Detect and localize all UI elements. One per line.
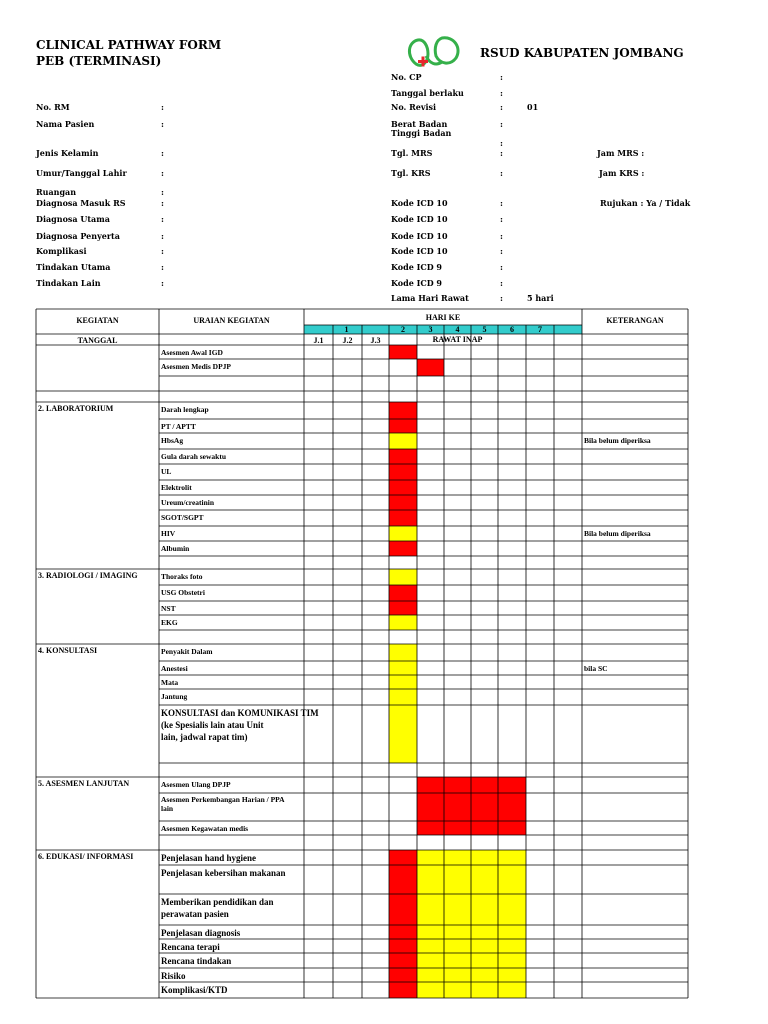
activity-label: Albumin xyxy=(161,544,190,553)
pathway-cell-fill xyxy=(471,982,498,998)
pathway-cell-fill xyxy=(498,953,526,968)
activity-label: Thoraks foto xyxy=(161,572,203,581)
field-colon: : xyxy=(161,168,164,178)
activity-label: USG Obstetri xyxy=(161,588,205,597)
form-subtitle: PEB (TERMINASI) xyxy=(36,54,162,68)
day-number: 7 xyxy=(538,325,542,334)
activity-label: NST xyxy=(161,604,176,613)
pathway-cell-fill xyxy=(389,968,417,982)
pathway-cell-fill xyxy=(389,464,417,480)
hospital-name: RSUD KABUPATEN JOMBANG xyxy=(480,46,684,60)
field-colon: : xyxy=(500,262,503,272)
field-colon: : xyxy=(500,246,503,256)
activity-label: SGOT/SGPT xyxy=(161,513,204,522)
pathway-cell-fill xyxy=(389,939,417,953)
pathway-cell-fill xyxy=(444,953,471,968)
day-number: 1 xyxy=(344,325,349,334)
pathway-cell-fill xyxy=(389,644,417,661)
field-colon: : xyxy=(500,214,503,224)
field-colon: : xyxy=(161,148,164,158)
activity-label: Penyakit Dalam xyxy=(161,647,213,656)
field-label: Ruangan xyxy=(36,187,77,197)
tanggal-label: TANGGAL xyxy=(77,336,118,345)
pathway-cell-fill xyxy=(417,968,444,982)
section-label: 4. KONSULTASI xyxy=(38,646,98,655)
field-colon: : xyxy=(500,148,503,158)
pathway-cell-fill xyxy=(389,526,417,541)
activity-label: Darah lengkap xyxy=(161,405,209,414)
pathway-cell-fill xyxy=(444,982,471,998)
pathway-cell-fill xyxy=(471,793,498,821)
activity-label: Mata xyxy=(161,678,179,687)
pathway-cell-fill xyxy=(389,585,417,601)
pathway-cell-fill xyxy=(389,661,417,675)
field-label: Kode ICD 10 xyxy=(391,198,448,208)
pathway-cell-fill xyxy=(389,865,417,894)
pathway-cell-fill xyxy=(498,793,526,821)
pathway-cell-fill xyxy=(498,865,526,894)
pathway-cell-fill xyxy=(417,850,444,865)
activity-label: UL xyxy=(161,467,172,476)
pathway-cell-fill xyxy=(417,953,444,968)
field-value: 5 hari xyxy=(527,293,554,303)
field-label: No. CP xyxy=(391,72,422,82)
pathway-cell-fill xyxy=(389,850,417,865)
field-label: Rujukan : Ya / Tidak xyxy=(600,198,691,208)
day-number: 4 xyxy=(455,325,460,334)
activity-label: Ureum/creatinin xyxy=(161,498,215,507)
field-label: Umur/Tanggal Lahir xyxy=(36,168,127,178)
pathway-cell-fill xyxy=(389,480,417,495)
pathway-cell-fill xyxy=(444,968,471,982)
activity-label: Asesmen Kegawatan medis xyxy=(161,824,249,833)
field-label: Tindakan Lain xyxy=(36,278,101,288)
keterangan-header: KETERANGAN xyxy=(606,316,664,325)
field-colon: : xyxy=(161,246,164,256)
pathway-cell-fill xyxy=(498,968,526,982)
field-colon: : xyxy=(161,262,164,272)
activity-label: Rencana tindakan xyxy=(161,956,232,966)
field-colon: : xyxy=(500,231,503,241)
shift-label: J.3 xyxy=(370,336,381,345)
hari-ke-header: HARI KE xyxy=(425,313,461,322)
field-colon: : xyxy=(500,198,503,208)
field-label: Nama Pasien xyxy=(36,119,95,129)
pathway-cell-fill xyxy=(471,894,498,925)
keterangan-note: bila SC xyxy=(584,664,608,673)
pathway-cell-fill xyxy=(389,615,417,630)
pathway-cell-fill xyxy=(444,925,471,939)
day-number: 5 xyxy=(482,325,487,334)
day-number: 2 xyxy=(401,325,405,334)
activity-label: KONSULTASI dan KOMUNIKASI TIM (ke Spesialis lain atau Unit lain, jadwal rapat tim) xyxy=(161,708,319,742)
pathway-cell-fill xyxy=(498,894,526,925)
field-label: Kode ICD 10 xyxy=(391,231,448,241)
rawat-inap-label: RAWAT INAP xyxy=(432,335,483,344)
activity-label: Gula darah sewaktu xyxy=(161,452,227,461)
activity-label: EKG xyxy=(161,618,178,627)
keterangan-note: Bila belum diperiksa xyxy=(584,529,651,538)
field-colon: : xyxy=(500,102,503,112)
pathway-cell-fill xyxy=(444,793,471,821)
pathway-cell-fill xyxy=(389,345,417,359)
pathway-cell-fill xyxy=(389,675,417,689)
pathway-cell-fill xyxy=(417,925,444,939)
activity-label: Penjelasan hand hygiene xyxy=(161,853,257,863)
section-label: 2. LABORATORIUM xyxy=(38,404,114,413)
activity-label: Komplikasi/KTD xyxy=(161,985,228,995)
field-colon: : xyxy=(161,231,164,241)
field-label: Jenis Kelamin xyxy=(36,148,99,158)
field-colon: : xyxy=(161,198,164,208)
pathway-cell-fill xyxy=(471,925,498,939)
pathway-cell-fill xyxy=(417,939,444,953)
field-colon: : xyxy=(500,278,503,288)
pathway-cell-fill xyxy=(389,982,417,998)
pathway-cell-fill xyxy=(471,953,498,968)
field-label: Jam MRS : xyxy=(597,148,645,158)
pathway-cell-fill xyxy=(498,925,526,939)
section-label: 6. EDUKASI/ INFORMASI xyxy=(38,852,134,861)
pathway-cell-fill xyxy=(417,359,444,376)
field-label: Kode ICD 10 xyxy=(391,214,448,224)
form-title: CLINICAL PATHWAY FORM xyxy=(36,38,222,52)
pathway-cell-fill xyxy=(498,982,526,998)
pathway-cell-fill xyxy=(471,850,498,865)
pathway-cell-fill xyxy=(444,777,471,793)
pathway-cell-fill xyxy=(498,821,526,835)
activity-label: Rencana terapi xyxy=(161,942,220,952)
shift-label: J.2 xyxy=(342,336,353,345)
pathway-cell-fill xyxy=(389,449,417,464)
day-number: 3 xyxy=(428,325,433,334)
activity-label: Asesmen Perkembangan Harian / PPA lain xyxy=(161,795,285,813)
pathway-cell-fill xyxy=(444,821,471,835)
pathway-cell-fill xyxy=(444,894,471,925)
activity-label: Asesmen Medis DPJP xyxy=(161,362,231,371)
pathway-cell-fill xyxy=(498,939,526,953)
pathway-cell-fill xyxy=(444,865,471,894)
shift-label: J.1 xyxy=(313,336,324,345)
field-label: No. RM xyxy=(36,102,70,112)
pathway-cell-fill xyxy=(389,433,417,449)
pathway-cell-fill xyxy=(389,953,417,968)
field-label: Jam KRS : xyxy=(599,168,645,178)
field-label: Tgl. KRS xyxy=(391,168,431,178)
activity-label: PT / APTT xyxy=(161,422,196,431)
kegiatan-header: KEGIATAN xyxy=(76,316,119,325)
pathway-cell-fill xyxy=(389,569,417,585)
pathway-cell-fill xyxy=(471,865,498,894)
field-label: Kode ICD 9 xyxy=(391,278,442,288)
pathway-cell-fill xyxy=(389,925,417,939)
pathway-cell-fill xyxy=(471,968,498,982)
activity-label: HbsAg xyxy=(161,436,184,445)
activity-label: Penjelasan kebersihan makanan xyxy=(161,868,286,878)
field-colon: : xyxy=(500,138,503,148)
field-label: Berat Badan xyxy=(391,119,448,129)
field-colon: : xyxy=(500,72,503,82)
pathway-cell-fill xyxy=(417,821,444,835)
pathway-cell-fill xyxy=(389,601,417,615)
field-label: Tinggi Badan xyxy=(391,128,452,138)
field-label: Tindakan Utama xyxy=(36,262,111,272)
activity-label: Elektrolit xyxy=(161,483,192,492)
field-colon: : xyxy=(500,119,503,129)
activity-label: Risiko xyxy=(161,971,186,981)
field-label: Tgl. MRS xyxy=(391,148,433,158)
field-colon: : xyxy=(161,278,164,288)
pathway-cell-fill xyxy=(389,705,417,763)
field-label: Diagnosa Masuk RS xyxy=(36,198,126,208)
pathway-cell-fill xyxy=(471,777,498,793)
day-number: 6 xyxy=(510,325,514,334)
pathway-cell-fill xyxy=(389,510,417,526)
pathway-cell-fill xyxy=(444,939,471,953)
pathway-cell-fill xyxy=(417,793,444,821)
field-label: Tanggal berlaku xyxy=(391,88,464,98)
pathway-cell-fill xyxy=(417,777,444,793)
field-label: Diagnosa Penyerta xyxy=(36,231,120,241)
field-colon: : xyxy=(500,168,503,178)
activity-label: HIV xyxy=(161,529,176,538)
field-label: No. Revisi xyxy=(391,102,437,112)
pathway-cell-fill xyxy=(471,939,498,953)
pathway-cell-fill xyxy=(417,865,444,894)
field-colon: : xyxy=(161,119,164,129)
field-label: Komplikasi xyxy=(36,246,87,256)
field-label: Kode ICD 9 xyxy=(391,262,442,272)
activity-label: Penjelasan diagnosis xyxy=(161,928,241,938)
field-label: Lama Hari Rawat xyxy=(391,293,469,303)
field-colon: : xyxy=(500,293,503,303)
pathway-cell-fill xyxy=(389,419,417,433)
section-label: 3. RADIOLOGI / IMAGING xyxy=(38,571,138,580)
pathway-cell-fill xyxy=(444,850,471,865)
activity-label: Asesmen Ulang DPJP xyxy=(161,780,231,789)
field-label: Kode ICD 10 xyxy=(391,246,448,256)
field-colon: : xyxy=(161,187,164,197)
activity-label: Memberikan pendidikan dan perawatan pasien xyxy=(161,897,274,919)
pathway-cell-fill xyxy=(389,495,417,510)
field-colon: : xyxy=(161,102,164,112)
activity-label: Jantung xyxy=(161,692,188,701)
section-label: 5. ASESMEN LANJUTAN xyxy=(38,779,130,788)
activity-label: Asesmen Awal IGD xyxy=(161,348,223,357)
pathway-cell-fill xyxy=(389,541,417,556)
field-colon: : xyxy=(500,88,503,98)
activity-label: Anestesi xyxy=(161,664,188,673)
pathway-cell-fill xyxy=(471,821,498,835)
pathway-cell-fill xyxy=(417,894,444,925)
pathway-cell-fill xyxy=(389,402,417,419)
uraian-header: URAIAN KEGIATAN xyxy=(193,316,270,325)
pathway-cell-fill xyxy=(417,982,444,998)
pathway-cell-fill xyxy=(389,689,417,705)
pathway-cell-fill xyxy=(498,850,526,865)
keterangan-note: Bila belum diperiksa xyxy=(584,436,651,445)
field-colon: : xyxy=(161,214,164,224)
field-value: 01 xyxy=(527,102,539,112)
field-label: Diagnosa Utama xyxy=(36,214,110,224)
pathway-cell-fill xyxy=(498,777,526,793)
pathway-cell-fill xyxy=(389,894,417,925)
